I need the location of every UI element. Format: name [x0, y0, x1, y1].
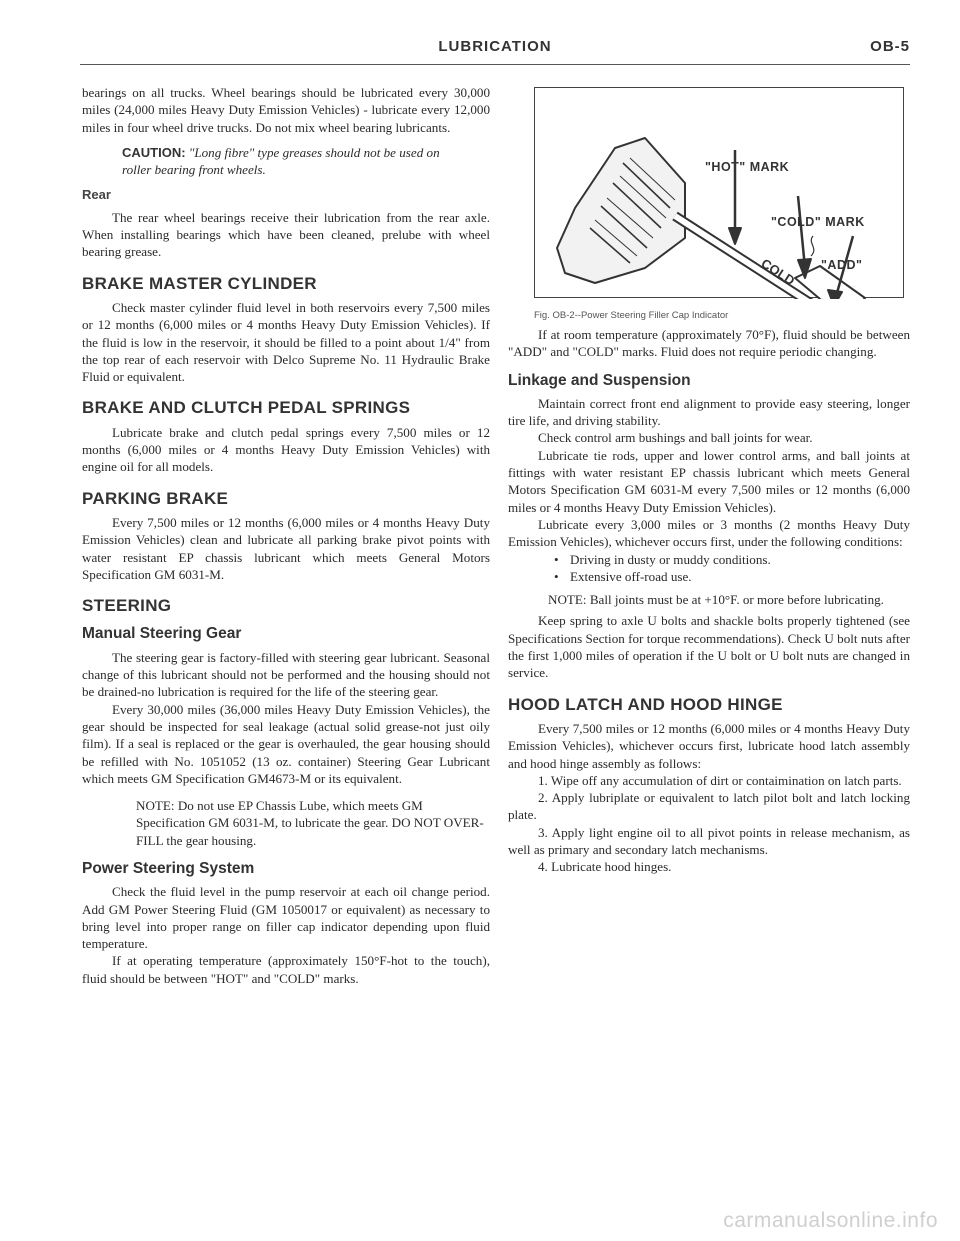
list-item: 2. Apply lubriplate or equivalent to latch pilot bolt and latch locking plate.	[508, 790, 910, 823]
pedal-springs-heading: BRAKE AND CLUTCH PEDAL SPRINGS	[82, 398, 411, 418]
power-steering-heading: Power Steering System	[82, 859, 255, 877]
manual-steering-paragraph-1: The steering gear is factory-filled with steering gear lubricant. Seasonal change of this lubricant should not be performed and the housing should not be drained-no lubrication is required for the life of the steering gear.	[82, 649, 490, 700]
bullet-icon: •	[554, 551, 559, 567]
list-item: • Extensive off-road use.	[554, 568, 692, 584]
linkage-paragraph-4: Lubricate every 3,000 miles or 3 months (2 months Heavy Duty Emission Vehicles), whichever occurs first, under the following conditions:	[508, 516, 910, 550]
dipstick-text: COLD	[758, 255, 798, 289]
steering-heading: STEERING	[82, 596, 172, 616]
pedal-springs-paragraph: Lubricate brake and clutch pedal springs every 7,500 miles or 12 months (6,000 miles or 4 months Heavy Duty Emission Vehicles) with engine oil for all models.	[82, 424, 490, 475]
caution-text: "Long fibre" type greases should not be used on roller bearing front wheels.	[122, 144, 440, 178]
bullet-icon: •	[554, 568, 559, 584]
page-number: OB-5	[870, 38, 910, 55]
hot-mark-label: "HOT" MARK	[705, 160, 790, 174]
header-rule	[80, 64, 910, 65]
page-title: LUBRICATION	[438, 38, 552, 55]
rear-heading: Rear	[82, 187, 111, 203]
manual-steering-paragraph-2: Every 30,000 miles (36,000 miles Heavy Duty Emission Vehicles), the gear should be inspected for seal leakage (actual solid grease-not just oily film). If a seal is replaced or the gear is overhauled, the gear housing should be refilled with No. 1051052 (13 oz. container) Steering Gear Lubricant which meets GM Specification GM4673-M or its equivalent.	[82, 701, 490, 786]
filler-cap-figure	[534, 87, 904, 298]
room-temp-paragraph: If at room temperature (approximately 70°F), fluid should be between "ADD" and "COLD" marks. Fluid does not require periodic changing.	[508, 327, 910, 360]
linkage-note: NOTE: Ball joints must be at +10°F. or more before lubricating.	[548, 592, 884, 608]
add-mark-label: "ADD"	[821, 258, 863, 272]
parking-brake-heading: PARKING BRAKE	[82, 488, 229, 508]
list-item: 1. Wipe off any accumulation of dirt or contaimination on latch parts.	[538, 772, 902, 788]
list-item: • Driving in dusty or muddy conditions.	[554, 551, 771, 567]
watermark: carmanualsonline.info	[723, 1209, 938, 1232]
linkage-paragraph-1: Maintain correct front end alignment to provide easy steering, longer tire life, and driving stability.	[508, 395, 910, 429]
figure-caption: Fig. OB-2--Power Steering Filler Cap Indicator	[534, 310, 729, 321]
list-item: 4. Lubricate hood hinges.	[538, 859, 672, 875]
intro-paragraph: bearings on all trucks. Wheel bearings should be lubricated every 30,000 miles (24,000 miles Heavy Duty Emission Vehicles) - lubricate every 12,000 miles in four wheel drive trucks. Do not mix wheel bearing lubricants.	[82, 85, 490, 135]
hood-paragraph: Every 7,500 miles or 12 months (6,000 miles or 4 months Heavy Duty Emission Vehicles), whichever occurs first, lubricate hood latch assembly and hood hinge assembly as follows:	[508, 720, 910, 771]
power-steering-paragraph-1: Check the fluid level in the pump reservoir at each oil change period. Add GM Power Steering Fluid (GM 1050017 or equivalent) as necessary to bring level into proper range on filler cap indicator depending upon fluid temperature.	[82, 884, 490, 952]
list-item: 3. Apply light engine oil to all pivot points in release mechanism, as well as primary and secondary latch mechanisms.	[508, 824, 910, 858]
linkage-paragraph-3: Lubricate tie rods, upper and lower control arms, and ball joints at fittings with water resistant EP chassis lubricant which meets General Motors Specification GM 6031-M every 7,500 miles or 12 months (6,000 miles or 4 months Heavy Duty Emission Vehicles).	[508, 447, 910, 515]
manual-steering-note: NOTE: Do not use EP Chassis Lube, which meets GM Specification GM 6031-M, to lubricate the gear. DO NOT OVER-FILL the gear housing.	[136, 798, 484, 848]
linkage-paragraph-5: Keep spring to axle U bolts and shackle bolts properly tightened (see Specifications Section for torque recommendations). Check U bolt nuts after the first 1,000 miles of operation if the U bolt or U bolt nuts are changed in service.	[508, 613, 910, 681]
right-column	[508, 326, 910, 876]
manual-steering-heading: Manual Steering Gear	[82, 625, 242, 643]
linkage-paragraph-2: Check control arm bushings and ball joints for wear.	[538, 430, 813, 446]
caution-label: CAUTION:	[122, 144, 186, 160]
power-steering-paragraph-2: If at operating temperature (approximately 150°F-hot to the touch), fluid should be between "HOT" and "COLD" marks.	[82, 953, 490, 986]
linkage-heading: Linkage and Suspension	[508, 371, 691, 389]
left-column	[82, 84, 490, 987]
brake-master-heading: BRAKE MASTER CYLINDER	[82, 273, 317, 293]
cold-mark-label: "COLD" MARK	[771, 215, 865, 229]
hood-heading: HOOD LATCH AND HOOD HINGE	[508, 694, 783, 714]
page-header	[80, 38, 910, 64]
caution-block	[122, 144, 450, 179]
brake-master-paragraph: Check master cylinder fluid level in both reservoirs every 7,500 miles or 12 months (6,000 miles or 4 months Heavy Duty Emission Vehicles). If the fluid is low in the reservoir, it should be filled to a point about 1/4" from the top rear of each reservoir with Delco Supreme No. 11 Hydraulic Brake Fluid or equivalent.	[82, 299, 490, 385]
rear-paragraph: The rear wheel bearings receive their lubrication from the rear axle. When installing bearings which have been cleaned, prelube with wheel bearing grease.	[82, 209, 490, 260]
parking-brake-paragraph: Every 7,500 miles or 12 months (6,000 miles or 4 months Heavy Duty Emission Vehicles) clean and lubricate all parking brake pivot points with water resistant EP chassis lubricant which meets General Motors Specification GM 6031-M.	[82, 514, 490, 582]
